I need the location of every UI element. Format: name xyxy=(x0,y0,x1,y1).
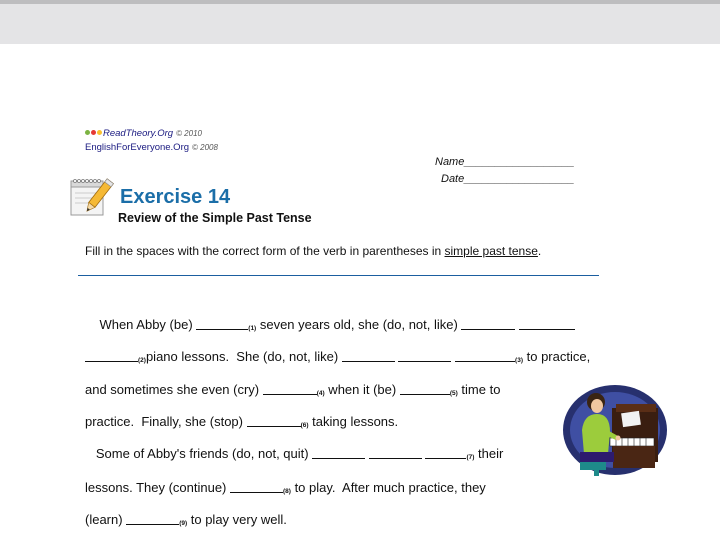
passage-line-7 xyxy=(85,512,287,527)
passage-text: Some of Abby's friends (do, not, quit) xyxy=(85,446,313,461)
passage-line-4 xyxy=(85,414,398,429)
instructions-prefix: Fill in the spaces with the correct form of the verb in parentheses in xyxy=(85,244,445,258)
green-dot-icon xyxy=(85,130,90,135)
date-field: Date__________________ xyxy=(441,173,575,185)
instructions-suffix: . xyxy=(537,244,542,258)
instructions-link: simple past tense xyxy=(444,244,538,258)
answer-blank-2c[interactable] xyxy=(85,350,138,362)
viewer-toolbar xyxy=(0,0,720,44)
blank-number-9: (9) xyxy=(179,520,188,527)
exercise-title: Exercise 14 xyxy=(120,186,231,208)
answer-blank-3c[interactable] xyxy=(455,350,515,362)
passage-text: their xyxy=(474,446,504,461)
englishforeveryone-brand xyxy=(85,142,218,153)
answer-blank-1[interactable] xyxy=(196,318,248,330)
answer-blank-5[interactable] xyxy=(400,383,450,395)
passage-line-6 xyxy=(85,480,486,495)
passage-text: to play very well. xyxy=(187,512,287,527)
blank-number-6: (6) xyxy=(300,422,309,429)
red-dot-icon xyxy=(91,130,96,135)
passage-text: lessons. They (continue) xyxy=(85,480,230,495)
answer-blank-3b[interactable] xyxy=(398,350,451,362)
passage-text: When Abby (be) xyxy=(85,317,197,332)
answer-blank-2b[interactable] xyxy=(519,318,575,330)
passage-text: to play. After much practice, they xyxy=(290,480,486,495)
answer-blank-7c[interactable] xyxy=(425,447,466,459)
passage-line-2 xyxy=(85,349,590,364)
passage-line-1 xyxy=(85,317,575,332)
passage-text: when it (be) xyxy=(324,382,400,397)
notepad-pencil-icon xyxy=(68,175,114,219)
brand1-copyright: © 2010 xyxy=(176,129,202,138)
passage-text: time to xyxy=(457,382,501,397)
blank-number-2: (2) xyxy=(138,357,146,364)
blank-number-7: (7) xyxy=(466,454,475,461)
brand2-text: EnglishForEveryone.Org xyxy=(85,142,190,153)
brand2-copyright: © 2008 xyxy=(192,143,218,152)
answer-blank-7a[interactable] xyxy=(312,447,365,459)
answer-blank-2a[interactable] xyxy=(461,318,515,330)
passage-text: (learn) xyxy=(85,512,127,527)
answer-blank-7b[interactable] xyxy=(369,447,422,459)
answer-blank-9[interactable] xyxy=(126,513,179,525)
passage-text: piano lessons. She (do, not, like) xyxy=(145,349,342,364)
yellow-dot-icon xyxy=(97,130,102,135)
exercise-subtitle: Review of the Simple Past Tense xyxy=(118,211,312,225)
answer-blank-6[interactable] xyxy=(247,415,301,427)
passage-line-5 xyxy=(85,446,503,461)
blank-number-1: (1) xyxy=(248,325,257,332)
answer-blank-4[interactable] xyxy=(263,383,317,395)
passage-text: taking lessons. xyxy=(308,414,399,429)
instructions xyxy=(85,244,541,258)
passage-text: seven years old, she (do, not, like) xyxy=(256,317,462,332)
answer-blank-8[interactable] xyxy=(230,481,283,493)
blank-number-3: (3) xyxy=(515,357,523,364)
passage-text: practice. Finally, she (stop) xyxy=(85,414,247,429)
brand1-text: ReadTheory.Org xyxy=(103,128,174,139)
passage-text: to practice, xyxy=(523,349,591,364)
blank-number-4: (4) xyxy=(316,390,325,397)
girl-playing-piano-icon xyxy=(560,380,670,480)
answer-blank-3a[interactable] xyxy=(342,350,395,362)
divider-rule xyxy=(78,275,599,276)
passage-text: and sometimes she even (cry) xyxy=(85,382,263,397)
name-field: Name__________________ xyxy=(435,156,575,168)
blank-number-5: (5) xyxy=(449,390,458,397)
readtheory-brand xyxy=(85,128,202,139)
passage-line-3 xyxy=(85,382,500,397)
blank-number-8: (8) xyxy=(283,488,291,495)
